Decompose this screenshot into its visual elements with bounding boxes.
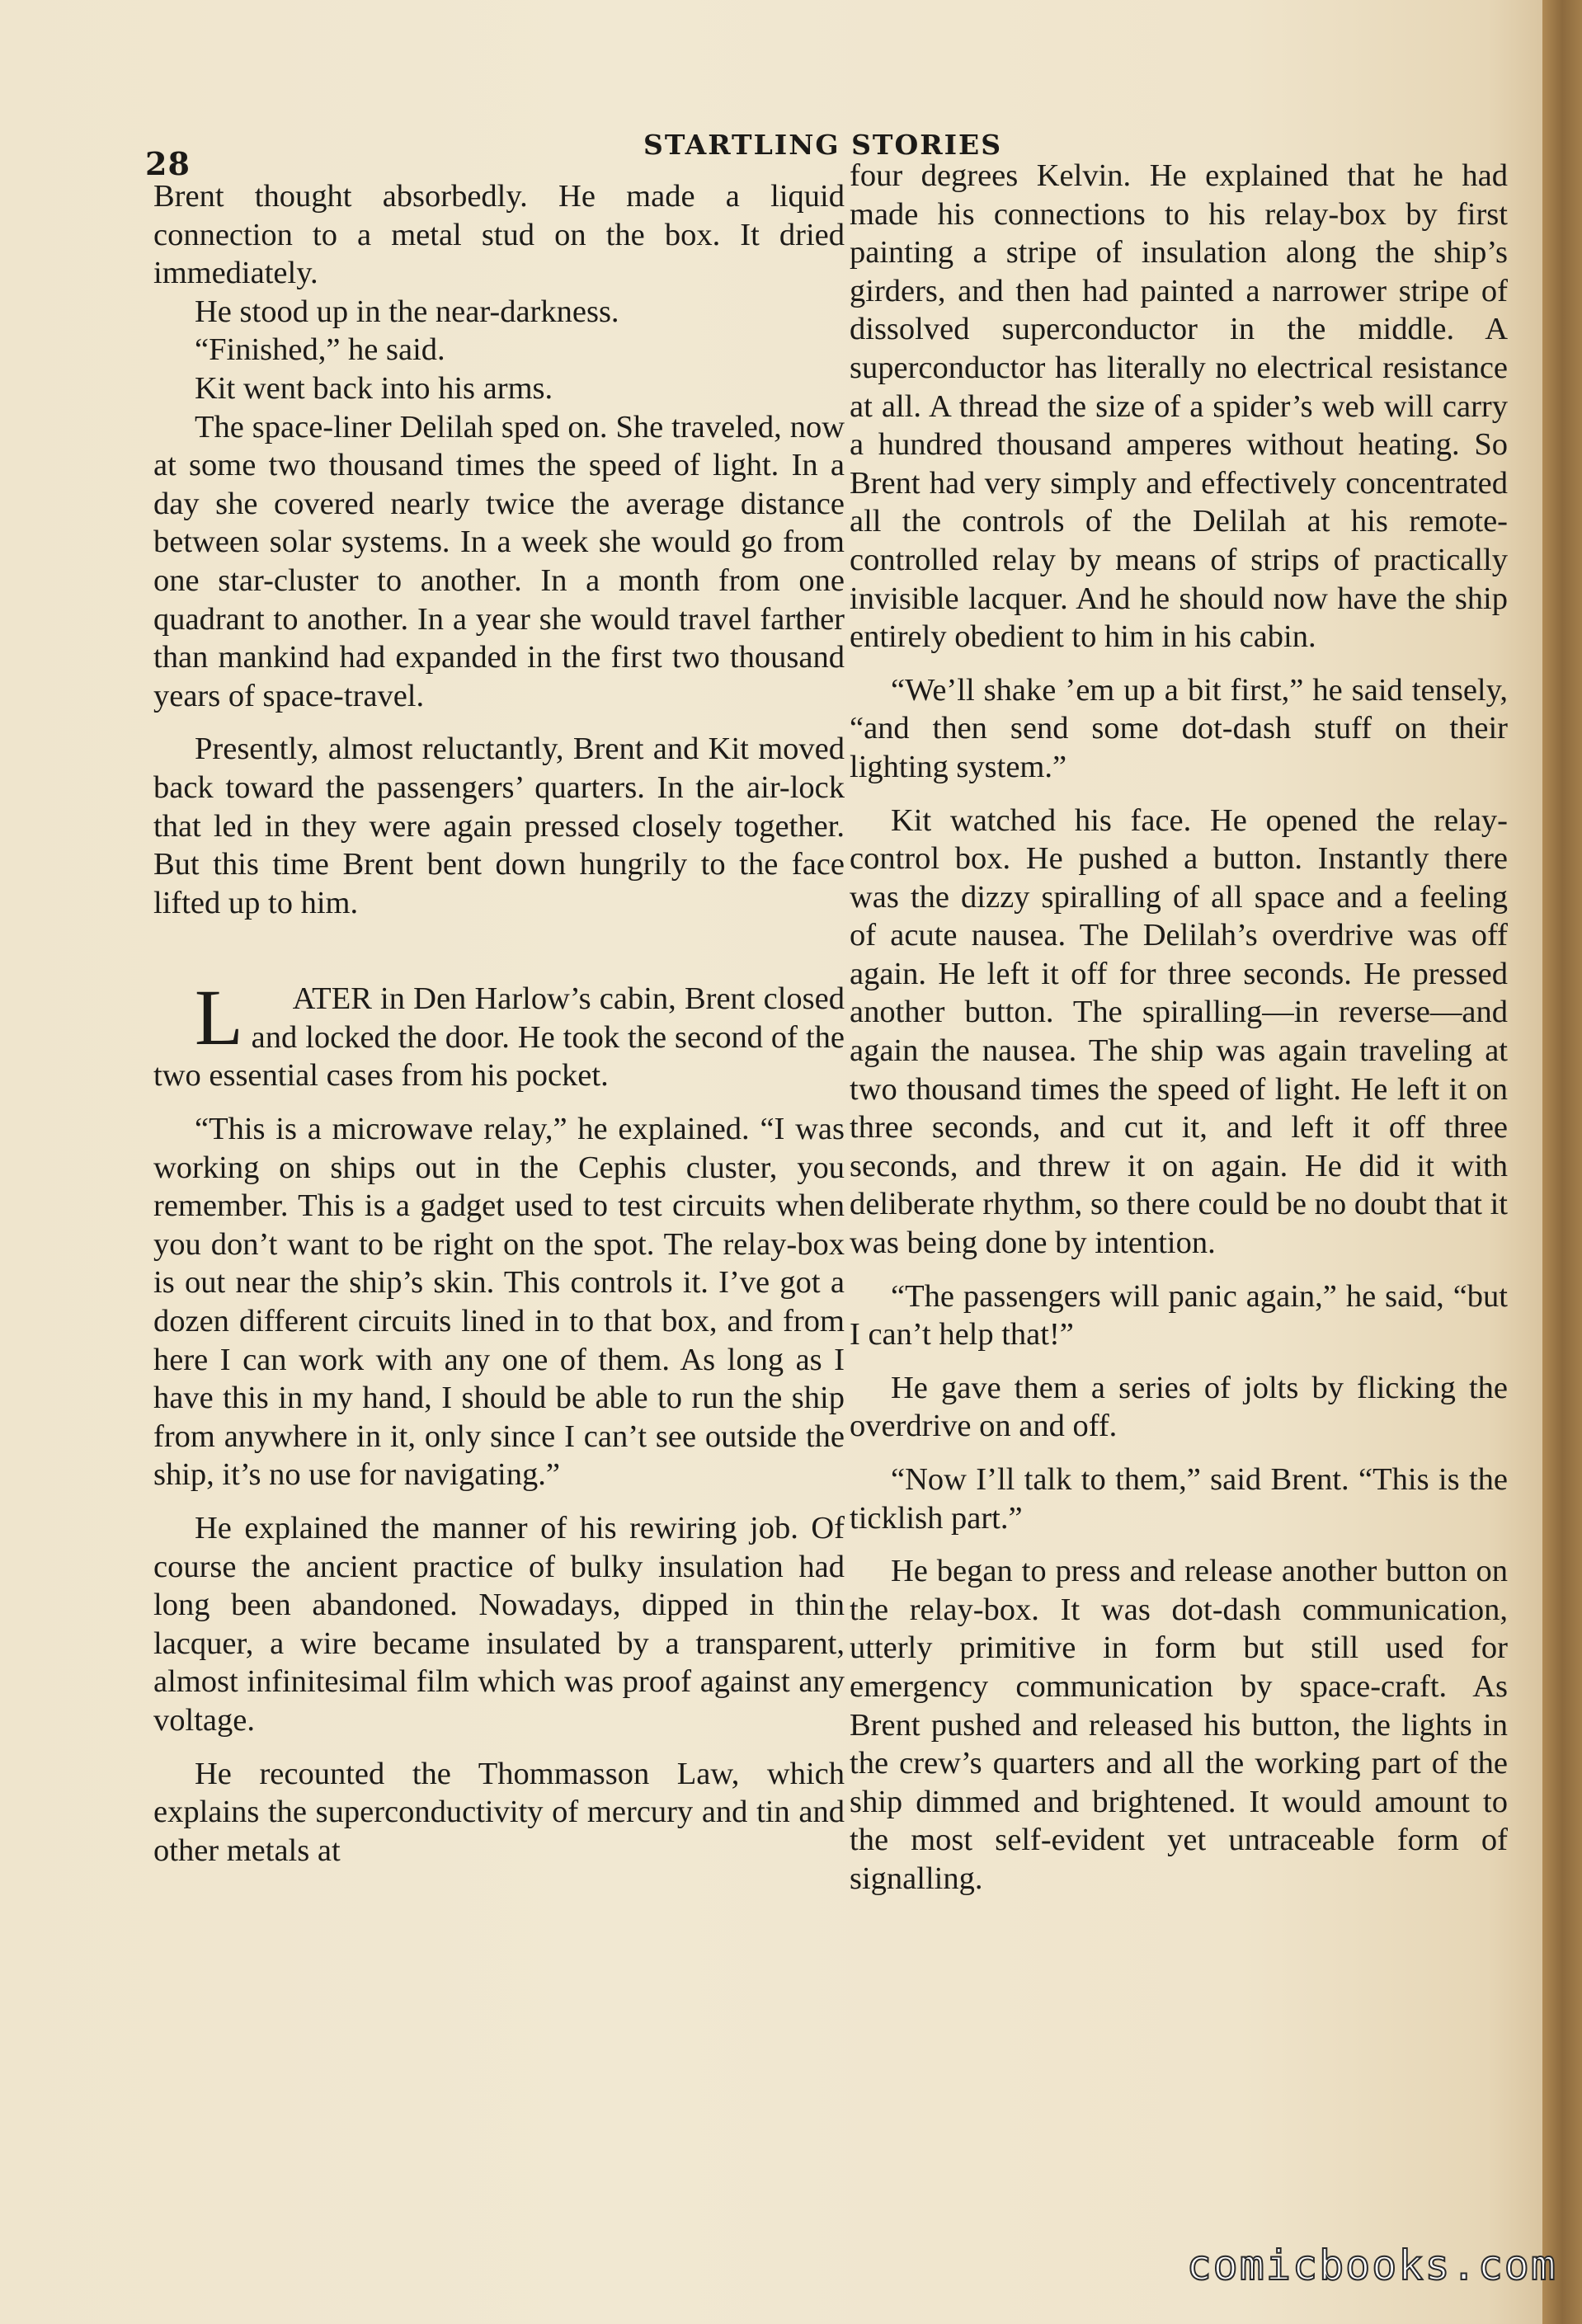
paragraph: Presently, almost reluctantly, Brent and Kit moved back toward the passengers’ quarters. In the air-lock that led in they were again pressed closely together. But this time Brent bent down hungrily to the face lifted up to him. bbox=[153, 732, 845, 920]
running-head: STARTLING STORIES bbox=[643, 129, 1003, 161]
paragraph: “The passengers will panic again,” he said, “but I can’t help that!” bbox=[850, 1278, 1508, 1353]
right-column bbox=[850, 157, 1508, 1898]
paragraph: “Finished,” he said. bbox=[195, 332, 445, 368]
paragraph: Kit went back into his arms. bbox=[195, 370, 553, 406]
watermark: comicbooks.com bbox=[1186, 2242, 1557, 2289]
paragraph: He gave them a series of jolts by flicking the overdrive on and off. bbox=[850, 1370, 1508, 1444]
paragraph: He recounted the Thommasson Law, which explains the superconductivity of mercury and tin and other metals at bbox=[153, 1756, 845, 1868]
paragraph: He began to press and release another button on the relay-box. It was dot-dash communication, utterly primitive in form but still used for emergency communication by space-craft. As Brent pushed and released his button, the lights in the crew’s quarters and all the working part of the ship dimmed and brightened. It would amount to the most self-evident yet untraceable form of signalling. bbox=[850, 1554, 1508, 1896]
paragraph-text: ATER in Den Harlow’s cabin, Brent closed and locked the door. He took the second of the two essential cases from his pocket. bbox=[153, 981, 845, 1094]
paragraph-with-dropcap bbox=[153, 973, 845, 1095]
paragraph: He explained the manner of his rewiring job. Of course the ancient practice of bulky insulation had long been abandoned. Nowadays, dipped in thin lacquer, a wire became insulated by a transparent, almost infinitesimal film which was proof against any voltage. bbox=[153, 1511, 845, 1738]
paragraph: “This is a microwave relay,” he explained. “I was working on ships out in the Cephis cluster, you remember. This is a gadget used to test circuits when you don’t want to be right on the spot. The relay-box is out near the ship’s skin. This controls it. I’ve got a dozen different circuits lined in to that box, and from here I can work with any one of them. As long as I have this in my hand, I should be able to run the ship from anywhere in it, only since I can’t see outside the ship, it’s no use for navigating.” bbox=[153, 1112, 845, 1493]
paragraph: “We’ll shake ’em up a bit first,” he said tensely, “and then send some dot-dash stuff on their lighting system.” bbox=[850, 672, 1508, 784]
drop-cap: L bbox=[195, 973, 243, 1062]
paragraph: “Now I’ll talk to them,” said Brent. “This is the ticklish part.” bbox=[850, 1462, 1508, 1536]
left-column bbox=[153, 177, 845, 1870]
paragraph: He stood up in the near-darkness. bbox=[195, 294, 619, 329]
paragraph: Brent thought absorbedly. He made a liquid connection to a metal stud on the box. It dried immediately. bbox=[153, 179, 845, 291]
page-number: 28 bbox=[145, 145, 191, 182]
paragraph: four degrees Kelvin. He explained that he had made his connections to his relay-box by first painting a stripe of insulation along the ship’s girders, and then had painted a narrower stripe of dissolved superconductor in the middle. A superconductor has literally no electrical resistance at all. A thread the size of a spider’s web will carry a hundred thousand amperes without heating. So Brent had very simply and effectively concentrated all the controls of the Delilah at his remote-controlled relay by means of strips of practically invisible lacquer. And he should now have the ship entirely obedient to him in his cabin. bbox=[850, 158, 1508, 655]
paragraph: Kit watched his face. He opened the relay-control box. He pushed a button. Instantly there was the dizzy spiralling of all space and a feeling of acute nausea. The Delilah’s overdrive was off again. He left it off for three seconds. He pressed another button. The spiralling—in reverse—and again the nausea. The ship was again traveling at two thousand times the speed of light. He left it on three seconds, and cut it, and left it off three seconds, and threw it on again. He did it with deliberate rhythm, so there could be no doubt that it was being done by intention. bbox=[850, 802, 1508, 1261]
paragraph: The space-liner Delilah sped on. She traveled, now at some two thousand times the speed of light. In a day she covered nearly twice the average distance between solar systems. In a week she would go from one star-cluster to another. In a month from one quadrant to another. In a year she would travel farther than mankind had expanded in the first two thousand years of space-travel. bbox=[153, 409, 845, 713]
page-spine-edge bbox=[1542, 0, 1582, 2324]
